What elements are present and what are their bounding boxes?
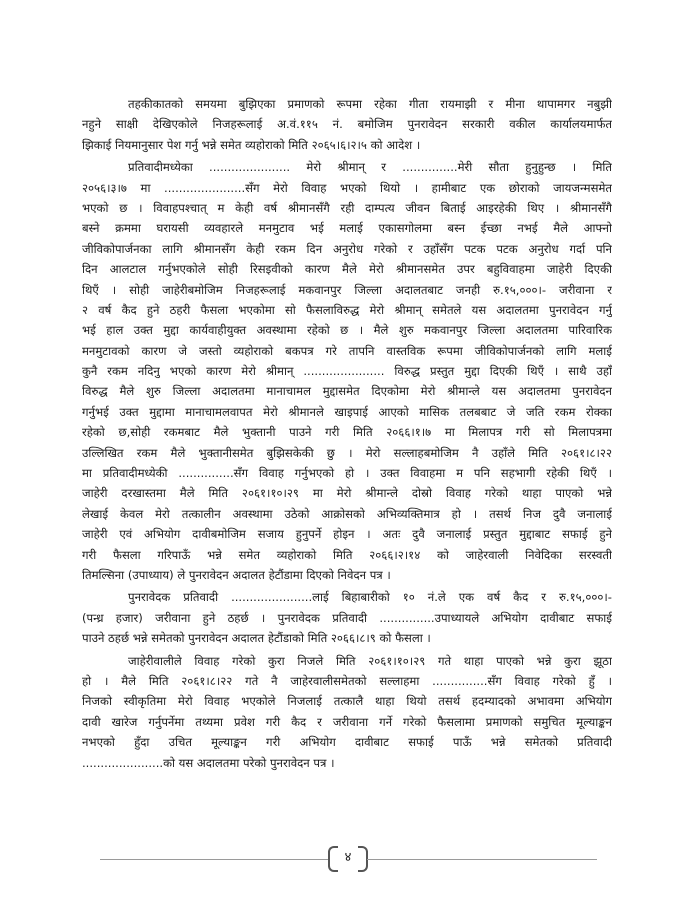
- text-line: गर्नुभई उक्त मुद्दामा मानाचामलवापत मेरो श्रीमानले खाइपाई आएको मासिक तलबबाट जे जति रकम रोक्का: [82, 404, 612, 419]
- text-line: थिएँ । सोही जाहेरीबमोजिम निजहरूलाई मकवानपुर जिल्ला अदालतबाट जनही रु.१५,०००।- जरीवाना र: [82, 282, 612, 297]
- text-line: नहुने साक्षी देखिएकोले निजहरूलाई अ.वं.११५ नं. बमोजिम पुनरावेदन सरकारी वकील कार्यालयमार्फत: [82, 117, 612, 132]
- text-line: प्रतिवादीमध्येका ...................... मेरो श्रीमान् र ...............मेरी सौता हुनुहुन्छ । मिति: [128, 160, 612, 175]
- text-line: ......................को यस अदालतमा परेको पुनरावेदन पत्र ।: [82, 755, 335, 770]
- text-line: (पन्ध्र हजार) जरीवाना हुने ठहर्छ । पुनरावेदक प्रतिवादी ...............उपाध्यायले अभियोग दावीबाट सफाई: [82, 610, 612, 625]
- text-line: कुनै रकम नदिनु भएको कारण मेरो श्रीमान् ...................... विरुद्ध प्रस्तुत मुद्दा दिएकी थिएँ । साथै उहाँ: [82, 364, 612, 379]
- text-line: २ वर्ष कैद हुने ठहरी फैसला भएकोमा सो फैसलाविरुद्ध मेरो श्रीमान् समेतले यस अदालतमा पुनरावेदन गर्नु: [82, 302, 612, 317]
- text-line: जाहेरी दरखास्तमा मैले मिति २०६१।१०।२९ मा मेरो श्रीमान्ले दोस्रो विवाह गरेको थाहा पाएको भन्ने: [82, 486, 612, 501]
- text-line: जाहेरी एवं अभियोग दावीबमोजिम सजाय हुनुपर्ने होइन । अतः दुवै जनालाई प्रस्तुत मुद्दाबाट सफाई हुने: [82, 527, 612, 542]
- text-line: मनमुटावको कारण जे जस्तो व्यहोराको बकपत्र गरे तापनि वास्तविक रूपमा जीविकोपार्जनको लागि मलाई: [82, 343, 612, 358]
- paragraph: [82, 651, 612, 773]
- footer-rule-left: [100, 859, 328, 860]
- paragraph: [82, 587, 612, 648]
- text-line: २०५६।३।७ मा ......................सँग मेरो विवाह भएको थियो । हामीबाट एक छोराको जायजन्मसमेत: [82, 180, 612, 195]
- text-line: भएको छ । विवाहपश्चात् म केही वर्ष श्रीमानसँगै रही दाम्पत्य जीवन बिताई आइरहेकी थिए । श्रीमानसँगै: [82, 200, 612, 215]
- text-line: झिकाई नियमानुसार पेश गर्नु भन्ने समेत व्यहोराको मिति २०६५।६।२।५ को आदेश ।: [82, 137, 421, 152]
- text-line: दिन आलटाल गर्नुभएकोले सोही रिसइवीको कारण मैले मेरो श्रीमानसमेत उपर बहुविवाहमा जाहेरी दिएकी: [82, 262, 612, 277]
- footer-rule-right: [367, 859, 597, 860]
- text-line: विरुद्ध मैले शुरु जिल्ला अदालतमा मानाचामल मुद्दासमेत दिएकोमा मेरो श्रीमान्ले यस अदालतमा पुनरावेदन: [82, 384, 612, 399]
- text-line: हो । मैले मिति २०६१।८।२२ गते नै जाहेरवालीसमेतको सल्लाहमा ...............सँग विवाह गरेको हुँ ।: [82, 673, 612, 688]
- text-line: पुनरावेदक प्रतिवादी ......................लाई बिहाबारीको १० नं.ले एक वर्ष कैद र रु.१५,०००।-: [128, 590, 612, 605]
- text-line: जीविकोपार्जनका लागि श्रीमानसँग केही रकम दिन अनुरोध गरेको र उहाँसँग पटक पटक अनुरोध गर्दा पनि: [82, 241, 612, 256]
- page-number-bracket-left: [328, 846, 338, 872]
- text-line: मा प्रतिवादीमध्येकी ...............सँग विवाह गर्नुभएको हो । उक्त विवाहमा म पनि सहभागी रहेकी थिएँ ।: [82, 466, 612, 481]
- text-line: बस्ने क्रममा घरायसी व्यवहारले मनमुटाव भई मलाई एकासगोलमा बस्न ईच्छा नभई मैले आफ्नो: [82, 221, 612, 236]
- paragraph: [82, 94, 612, 155]
- text-line: तहकीकातको समयमा बुझिएका प्रमाणको रूपमा रहेका गीता रायमाझी र मीना थापामगर नबुझी: [128, 97, 612, 111]
- body-text: [82, 94, 612, 775]
- text-line: उल्लिखित रकम मैले भुक्तानीसमेत बुझिसकेकी छु । मेरो सल्लाहबमोजिम नै उहाँले मिति २०६१।८।२२: [82, 445, 612, 460]
- text-line: लेखाई केवल मेरो तत्कालीन अवस्थामा उठेको आक्रोसको अभिव्यक्तिमात्र हो । तसर्थ निज दुवै जनालाई: [82, 506, 612, 521]
- text-line: दावी खारेज गर्नुपर्नेमा तथ्यमा प्रवेश गरी कैद र जरीवाना गर्ने गरेको फैसलामा प्रमाणको समुचित मूल्याङ्कन: [82, 714, 612, 729]
- text-line: तिमल्सिना (उपाध्याय) ले पुनरावेदन अदालत हेटौंडामा दिएको निवेदन पत्र ।: [82, 567, 391, 582]
- text-line: गरी फैसला गरिपाऊँ भन्ने समेत व्यहोराको मिति २०६६।२।१४ को जाहेरवाली निवेदिका सरस्वती: [82, 547, 612, 562]
- page-footer: [0, 838, 696, 878]
- text-line: पाउने ठहर्छ भन्ने समेतको पुनरावेदन अदालत हेटौंडाको मिति २०६६।८।९ को फैसला ।: [82, 631, 431, 646]
- text-line: भई हाल उक्त मुद्दा कार्यवाहीयुक्त अवस्थामा रहेको छ । मैले शुरु मकवानपुर जिल्ला अदालतमा पारिवारिक: [82, 323, 612, 338]
- text-line: निजको स्वीकृतिमा मेरो विवाह भएकोले निजलाई तत्कालै थाहा थियो तसर्थ हदम्यादको अभावमा अभियोग: [82, 694, 612, 709]
- text-line: रहेको छ,सोही रकमबाट मैले भुक्तानी पाउने गरी मिति २०६६।१।७ मा मिलापत्र गरी सो मिलापत्रमा: [82, 425, 612, 440]
- text-line: जाहेरीवालीले विवाह गरेको कुरा निजले मिति २०६१।१०।२९ गते थाहा पाएको भन्ने कुरा झूठा: [128, 653, 612, 668]
- paragraph: [82, 157, 612, 585]
- text-line: नभएको हुँदा उचित मूल्याङ्कन गरी अभियोग दावीबाट सफाई पाऊँ भन्ने समेतको प्रतिवादी: [82, 735, 612, 750]
- page-number: ४: [344, 850, 352, 865]
